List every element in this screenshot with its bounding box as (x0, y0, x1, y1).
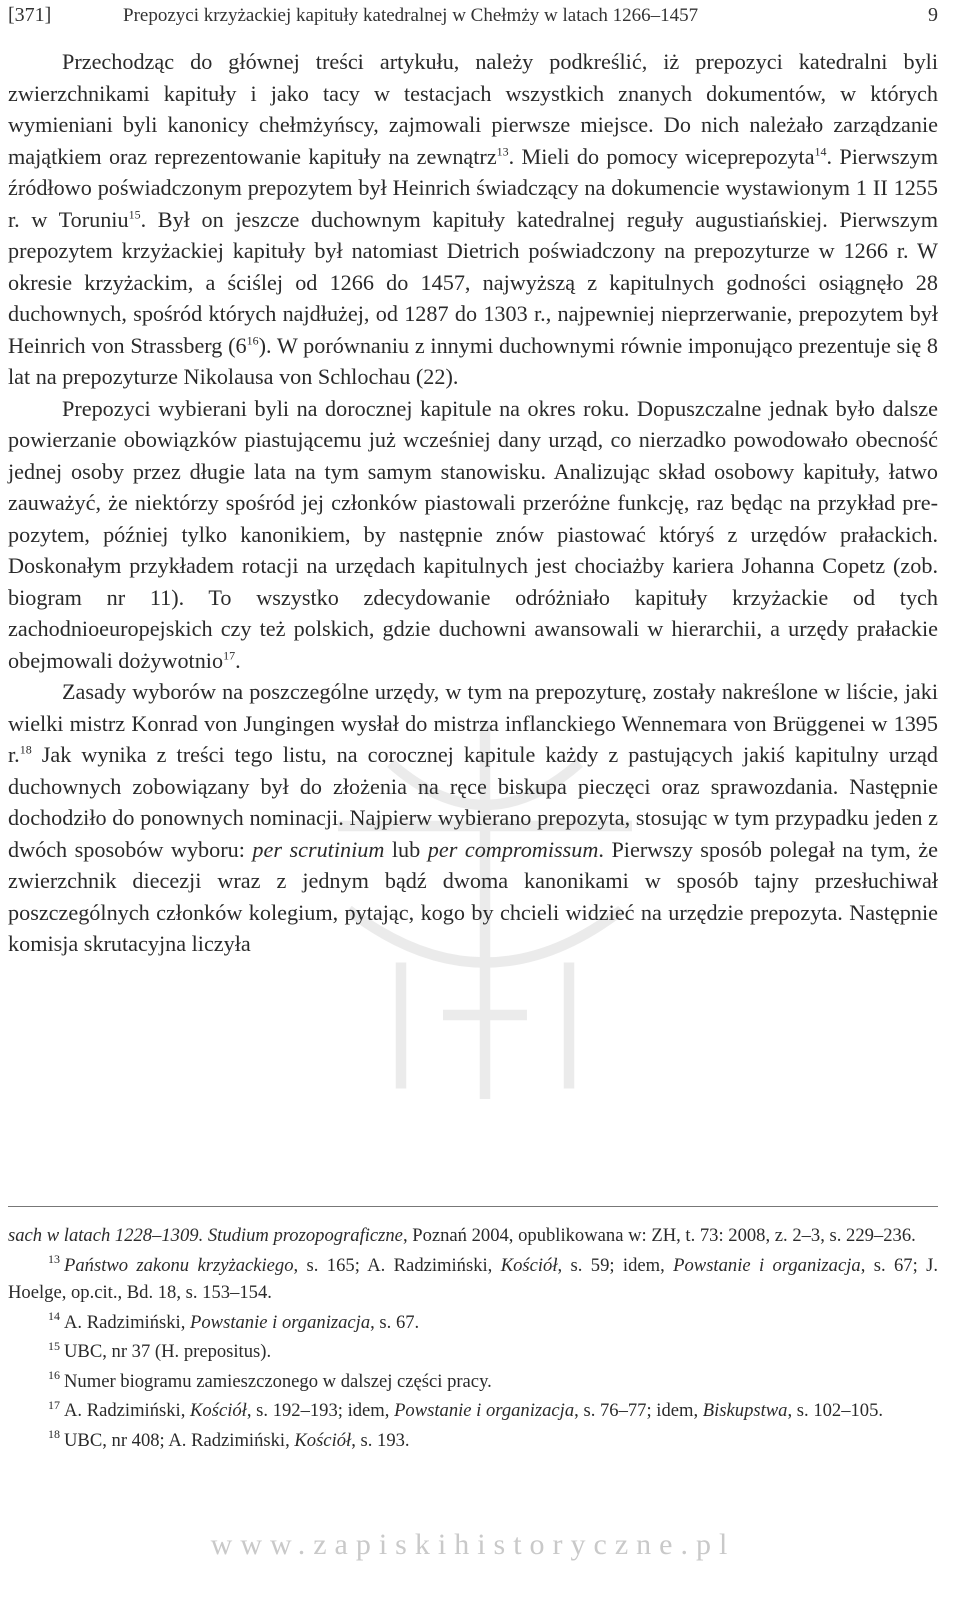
footnote-18: $^{18}$ UBC, nr 408; A. Radzimiński, Kościół, s. 193. (48, 1427, 410, 1451)
footnote-16: $^{16}$ Numer biogramu zamieszczonego w dalszej części pracy. (48, 1368, 492, 1392)
footnote-15: $^{15}$ UBC, nr 37 (H. prepositus). (48, 1338, 272, 1362)
paragraph-2: Prepozyci wybierani byli na dorocznej kapitule na okres roku. Dopuszczalne jednak było dalsze powierzanie obowiązków piastującemu już wcześniej dany urząd, co nierzadko powodowało obecność jednej osoby przez długie lata na tym samym stanowisku. Analizując skład osobowy kapituły, łatwo zauważyć, że niektórzy spośród jej członków piastowali przeróżne funkcję, raz będąc na przykład prepozytem, później tylko kanonikiem, by następnie znów piastować któryś z urzędów prałackich. Doskonałym przykładem rotacji na urzędach kapitulnych jest chociażby kariera Johanna Copetz (zob. biogram nr 11). To wszystko zdecydowanie odróżniało kapituły krzyżackie od tych zachodnioeuropejskich czy też polskich, gdzie duchowni awansowali w hierarchii, a urzędy prałackie obejmowali dożywotnio$^{17}$. (8, 395, 938, 673)
page-number: 9 (928, 4, 938, 26)
footnote-ref-17[interactable]: 17 (223, 648, 236, 663)
footnote-ref-14[interactable]: 14 (814, 144, 827, 159)
footnote-13: $^{13}$ Państwo zakonu krzyżackiego, s. 165; A. Radzimiński, Kościół, s. 59; idem, Powstanie i organizacja, s. 67; J. Hoelge, op.cit., Bd. 18, s. 153–154. (8, 1252, 938, 1303)
main-text (8, 46, 938, 960)
footnote-ref-16[interactable]: 16 (246, 333, 259, 348)
footnote-ref-18[interactable]: 18 (19, 742, 32, 757)
footnote-separator (8, 1206, 938, 1207)
footnotes (8, 1222, 938, 1456)
footnote-ref-15[interactable]: 15 (128, 207, 141, 222)
page-reference: [371] (8, 4, 52, 26)
paragraph-3: Zasady wyborów na poszczególne urzędy, w tym na prepozyturę, zostały nakreślone w liście, jaki wielki mistrz Konrad von Jungingen wysłał do mistrza inflanckiego Wennemara von Brüggenei w 1395 r.$^{18}$ Jak wynika z treści tego listu, na corocznej kapitule każdy z pastujących jakiś kapitulny urząd duchownych zobowiązany był do złożenia na ręce biskupa pieczęci oraz sprawozdania. Następnie dochodziło do ponownych nominacji. Najpierw wybierano prepozyta, stosując w tym przypadku jeden z dwóch sposobów wyboru: per scrutinium lub per compromissum. Pierwszy sposób polegał na tym, że zwierzchnik diecezji wraz z jednym bądź dwoma kanonikami w sposób tajny przesłuchiwał poszczególnych członków kolegium, pytając, kogo by chcieli widzieć na urzędzie prepozyta. Następnie komisja skrutacyjna liczyła (8, 679, 938, 956)
footnote-continuation: sach w latach 1228–1309. Studium prozopograficzne, Poznań 2004, opublikowana w: ZH, t. 73: 2008, z. 2–3, s. 229–236. (8, 1225, 916, 1246)
document-page (8, 0, 938, 1602)
footnote-17: $^{17}$ A. Radzimiński, Kościół, s. 192–193; idem, Powstanie i organizacja, s. 76–77; idem, Biskupstwa, s. 102–105. (48, 1397, 884, 1421)
running-title: Prepozyci krzyżackiej kapituły katedralnej w Chełmży w latach 1266–1457 (123, 5, 699, 26)
footer-url[interactable]: www.zapiskihistoryczne.pl (210, 1528, 736, 1561)
paragraph-1: Przechodząc do głównej treści artykułu, należy podkreślić, iż prepozyci katedralni byli zwierzchnikami kapituły i jako tacy w testacjach wszystkich znanych dokumentów, w których wymieniani byli kanonicy chełmżyńscy, zajmowali pierwsze miejsce. Do nich należało zarządzanie majątkiem oraz reprezentowanie kapituły na zewnątrz$^{13}$. Mieli do pomocy wiceprepozyta$^{14}$. Pierwszym źródłowo poświadczonym prepozytem był Heinrich świadczący na dokumencie wystawionym 1 II 1255 r. w Toruniu$^{15}$. Był on jeszcze duchownym kapituły katedralnej reguły augustiańskiej. Pierwszym prepozytem krzyżackiej kapituły był natomiast Dietrich poświadczony na prepozyturze w 1266 r. W okresie krzyżackim, a ściślej od 1266 do 1457, najwyższą z kapitulnych godności osiągnęło 28 duchownych, spośród których najdłużej, od 1287 do 1303 r., najpewniej nieprzerwanie, prepozytem był Heinrich von Strassberg $(6^{16})$. W porównaniu z innymi duchownymi równie imponująco prezentuje się 8 lat na prepozyturze Nikolausa von Schlochau (22). (8, 49, 939, 389)
footnote-14: $^{14}$ A. Radzimiński, Powstanie i organizacja, s. 67. (48, 1309, 420, 1333)
running-head (8, 0, 938, 34)
footnote-ref-13[interactable]: 13 (496, 144, 509, 159)
